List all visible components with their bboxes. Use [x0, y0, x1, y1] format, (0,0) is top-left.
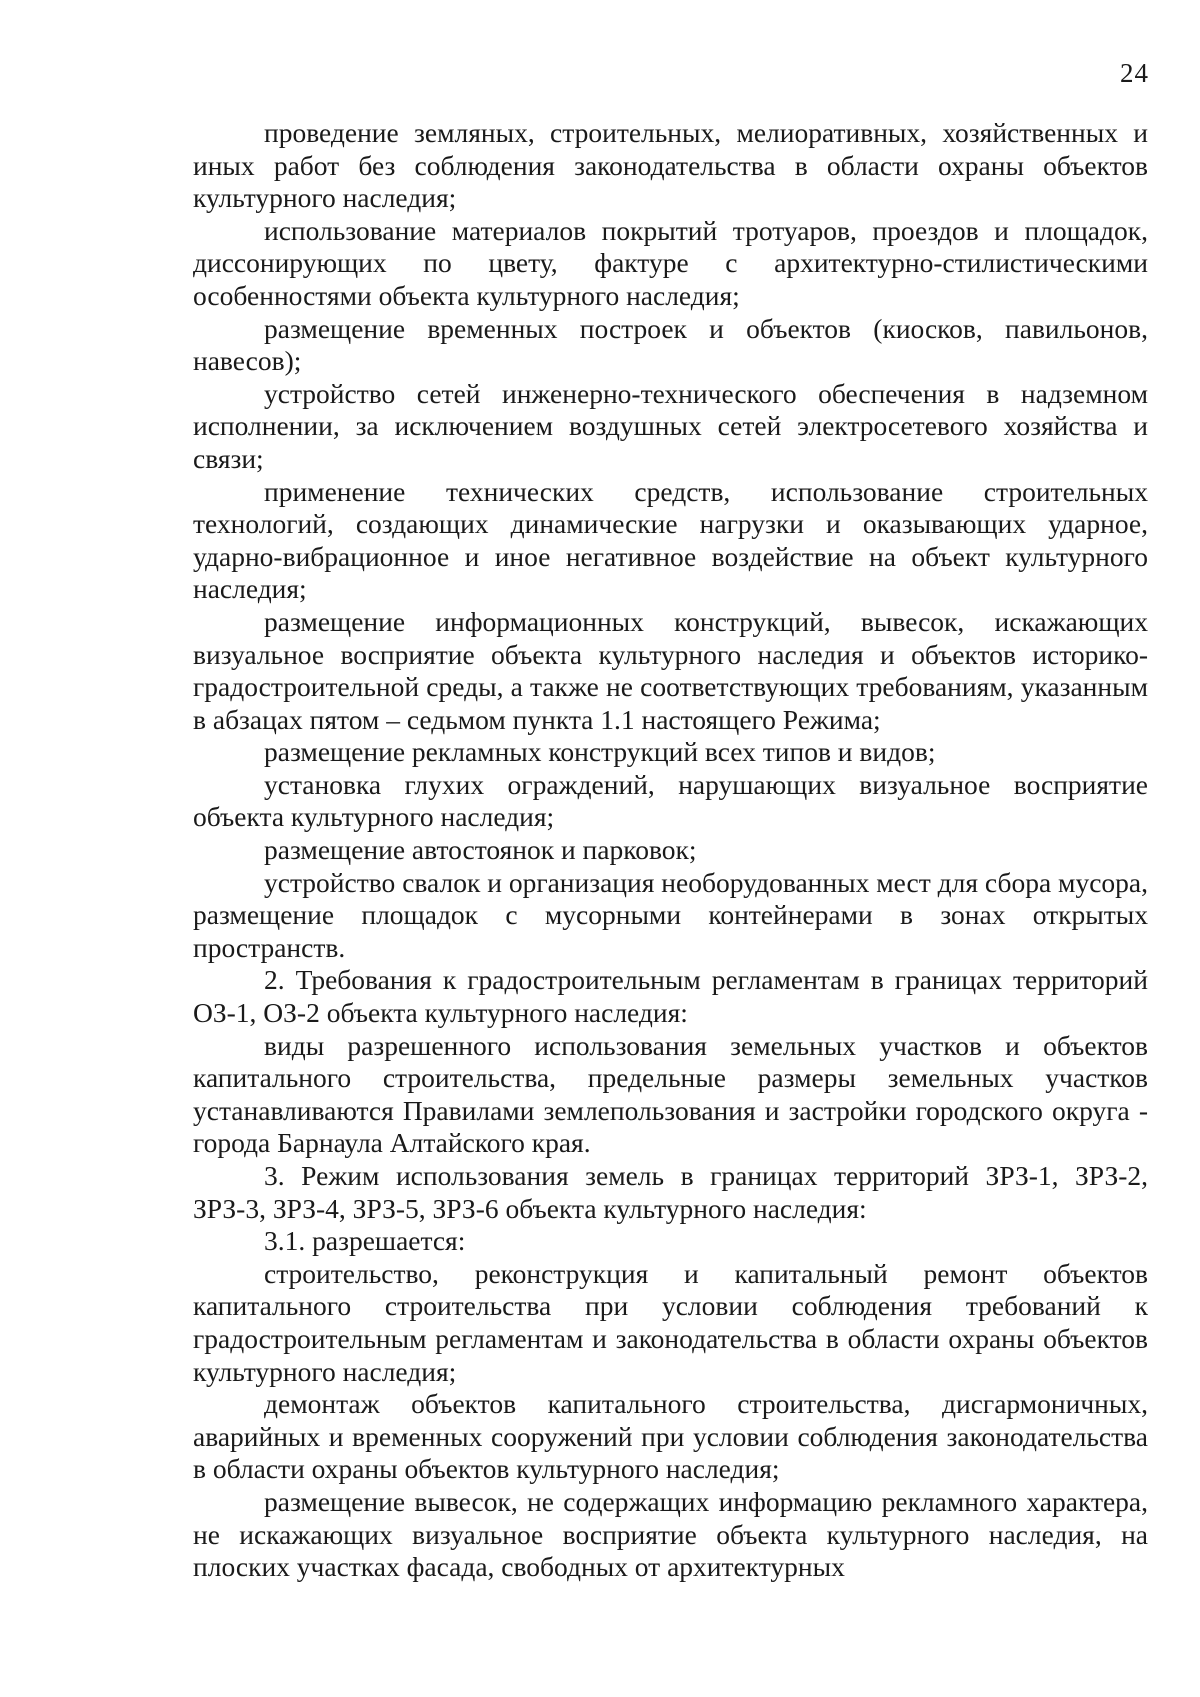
paragraph: устройство свалок и организация необорудованных мест для сбора мусора, размещение площадок с мусорными контейнерами в зонах открытых пространств. — [193, 866, 1148, 963]
paragraph: проведение земляных, строительных, мелиоративных, хозяйственных и иных работ без соблюдения законодательства в области охраны объектов культурного наследия; — [193, 117, 1148, 214]
paragraph: размещение рекламных конструкций всех типов и видов; — [264, 736, 936, 768]
section-heading-2: 2. Требования к градостроительным регламентам в границах территорий ОЗ-1, ОЗ-2 объекта культурного наследия: — [193, 964, 1148, 1029]
paragraph: размещение информационных конструкций, вывесок, искажающих визуальное восприятие объекта культурного наследия и объектов историко-градостроительной среды, а также не соответствующих требованиям, указанным в абзацах пятом – седьмом пункта 1.1 настоящего Режима; — [193, 605, 1148, 735]
page-number: 24 — [1120, 58, 1149, 88]
paragraph: размещение автостоянок и парковок; — [264, 834, 697, 866]
paragraph: размещение временных построек и объектов (киосков, павильонов, навесов); — [193, 312, 1148, 377]
paragraph: демонтаж объектов капитального строительства, дисгармоничных, аварийных и временных сооружений при условии соблюдения законодательства в области охраны объектов культурного наследия; — [193, 1388, 1148, 1485]
section-heading-3: 3. Режим использования земель в границах территорий ЗРЗ-1, ЗРЗ-2, ЗРЗ-3, ЗРЗ-4, ЗРЗ-5, ЗРЗ-6 объекта культурного наследия: — [193, 1160, 1148, 1224]
paragraph: строительство, реконструкция и капитальный ремонт объектов капитального строительства при условии соблюдения требований к градостроительным регламентам и законодательства в области охраны объектов культурного наследия; — [193, 1257, 1148, 1387]
document-body — [193, 117, 1148, 1584]
paragraph: применение технических средств, использование строительных технологий, создающих динамические нагрузки и оказывающих ударное, ударно-вибрационное и иное негативное воздействие на объект культурного наследия; — [193, 475, 1148, 605]
paragraph: размещение вывесок, не содержащих информацию рекламного характера, не искажающих визуальное восприятие объекта культурного наследия, на плоских участках фасада, свободных от архитектурных — [193, 1485, 1148, 1583]
paragraph: использование материалов покрытий тротуаров, проездов и площадок, диссонирующих по цвету, фактуре с архитектурно-стилистическими особенностями объекта культурного наследия; — [193, 214, 1148, 311]
subsection-heading-3-1: 3.1. разрешается: — [264, 1225, 466, 1257]
paragraph: установка глухих ограждений, нарушающих визуальное восприятие объекта культурного наследия; — [193, 768, 1148, 833]
paragraph: устройство сетей инженерно-технического обеспечения в надземном исполнении, за исключением воздушных сетей электросетевого хозяйства и связи; — [193, 377, 1148, 474]
paragraph: виды разрешенного использования земельных участков и объектов капитального строительства, предельные размеры земельных участков устанавливаются Правилами землепользования и застройки городского округа - города Барнаула Алтайского края. — [193, 1029, 1148, 1159]
